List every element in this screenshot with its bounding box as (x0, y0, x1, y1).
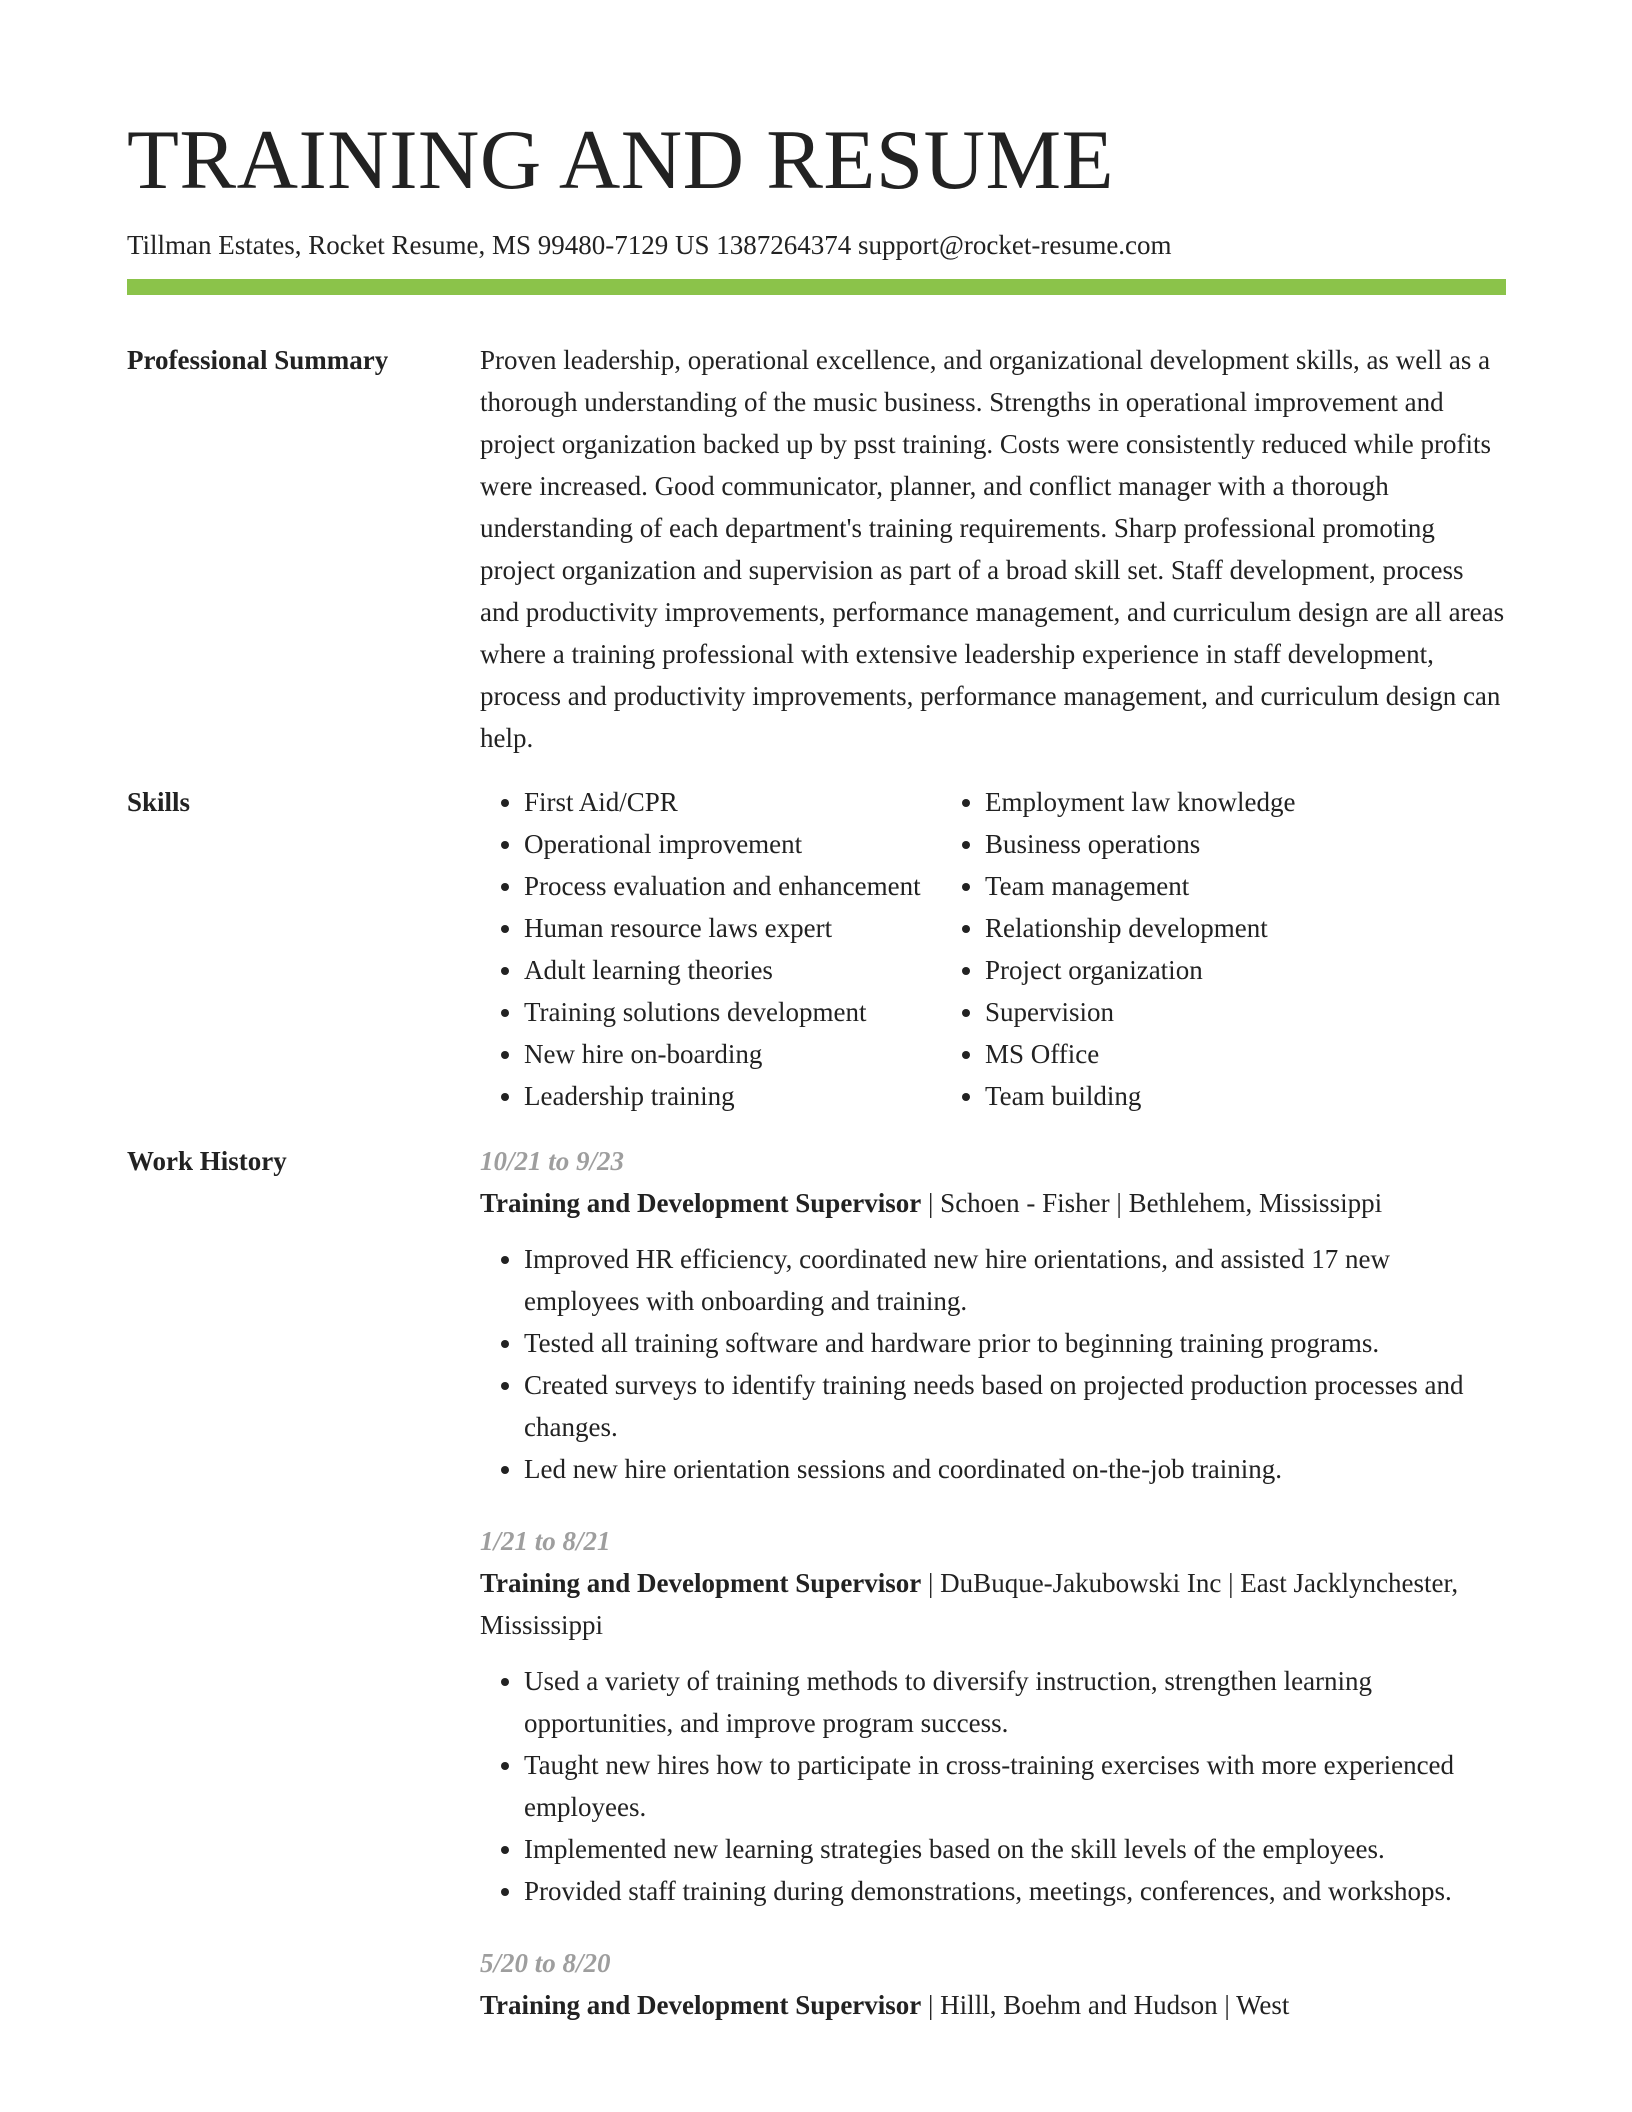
skill-item: • Team building (985, 1075, 1506, 1117)
job-title: Training and Development Supervisor (480, 1568, 922, 1599)
skill-item: • Human resource laws expert (524, 907, 941, 949)
contact-email: support@rocket-resume.com (858, 230, 1172, 260)
job-entry (480, 1520, 1506, 1912)
resume-name: TRAINING AND RESUME (127, 113, 1114, 207)
job-heading (480, 1562, 1506, 1646)
skill-item: • Employment law knowledge (985, 781, 1506, 823)
job-bullet: • Created surveys to identify training needs based on projected production processes and changes. (524, 1364, 1506, 1448)
summary-heading: Professional Summary (127, 345, 389, 376)
job-bullet: • Led new hire orientation sessions and coordinated on-the-job training. (524, 1448, 1506, 1490)
job-entry (480, 1140, 1506, 1490)
work-history-section (127, 1148, 1506, 2056)
skill-item: • MS Office (985, 1033, 1506, 1075)
skills-list-left (480, 781, 941, 1117)
job-heading (480, 1984, 1506, 2026)
job-entry (480, 1942, 1506, 2026)
skill-item: • Relationship development (985, 907, 1506, 949)
skills-section (127, 789, 1506, 1117)
skill-item: • Project organization (985, 949, 1506, 991)
job-heading (480, 1182, 1506, 1224)
job-dates: 10/21 to 9/23 (480, 1146, 625, 1177)
job-bullet: • Provided staff training during demonstrations, meetings, conferences, and workshops. (524, 1870, 1506, 1912)
skill-item: • Supervision (985, 991, 1506, 1033)
summary-text: Proven leadership, operational excellence, and organizational development skills, as well as a thorough understanding of the music business. Strengths in operational improvement and project organization backed up by psst training. Costs were consistently reduced while profits were increased. Good communicator, planner, and conflict manager with a thorough understanding of each department's training requirements. Sharp professional promoting project organization and supervision as part of a broad skill set. Staff development, process and productivity improvements, performance management, and curriculum design are all areas where a training professional with extensive leadership experience in staff development, process and productivity improvements, performance management, and curriculum design can help. (480, 345, 1505, 754)
contact-phone: 1387264374 (716, 230, 852, 260)
job-bullet: • Used a variety of training methods to diversify instruction, strengthen learning opportunities, and improve program success. (524, 1660, 1506, 1744)
job-bullets (480, 1660, 1506, 1912)
job-title: Training and Development Supervisor (480, 1990, 922, 2021)
summary-section (127, 347, 1506, 759)
job-bullet: • Implemented new learning strategies based on the skill levels of the employees. (524, 1828, 1506, 1870)
job-bullet: • Improved HR efficiency, coordinated new hire orientations, and assisted 17 new employees with onboarding and training. (524, 1238, 1506, 1322)
skill-item: • New hire on-boarding (524, 1033, 941, 1075)
skill-item: • Operational improvement (524, 823, 941, 865)
skills-heading: Skills (127, 787, 191, 818)
job-bullet: • Tested all training software and hardware prior to beginning training programs. (524, 1322, 1506, 1364)
skill-item: • Adult learning theories (524, 949, 941, 991)
job-bullets (480, 1238, 1506, 1490)
skills-list-right (941, 781, 1506, 1117)
job-title: Training and Development Supervisor (480, 1188, 922, 1219)
skill-item: • Process evaluation and enhancement (524, 865, 941, 907)
job-dates: 5/20 to 8/20 (480, 1948, 611, 1979)
contact-line (127, 229, 1506, 261)
work-history-heading: Work History (127, 1146, 287, 1177)
skill-item: • Business operations (985, 823, 1506, 865)
job-dates: 1/21 to 8/21 (480, 1526, 611, 1557)
contact-address: Tillman Estates, Rocket Resume, MS 99480-7129 US (127, 230, 710, 260)
skill-item: • Training solutions development (524, 991, 941, 1033)
job-details: | Hilll, Boehm and Hudson | West (921, 1990, 1290, 2021)
job-details: | DuBuque-Jakubowski Inc | East Jacklynchester, Mississippi (480, 1568, 1459, 1641)
skill-item: • Leadership training (524, 1075, 941, 1117)
job-bullet: • Taught new hires how to participate in cross-training exercises with more experienced employees. (524, 1744, 1506, 1828)
header-divider (127, 279, 1506, 295)
skill-item: • Team management (985, 865, 1506, 907)
job-details: | Schoen - Fisher | Bethlehem, Mississippi (921, 1188, 1383, 1219)
skill-item: • First Aid/CPR (524, 781, 941, 823)
